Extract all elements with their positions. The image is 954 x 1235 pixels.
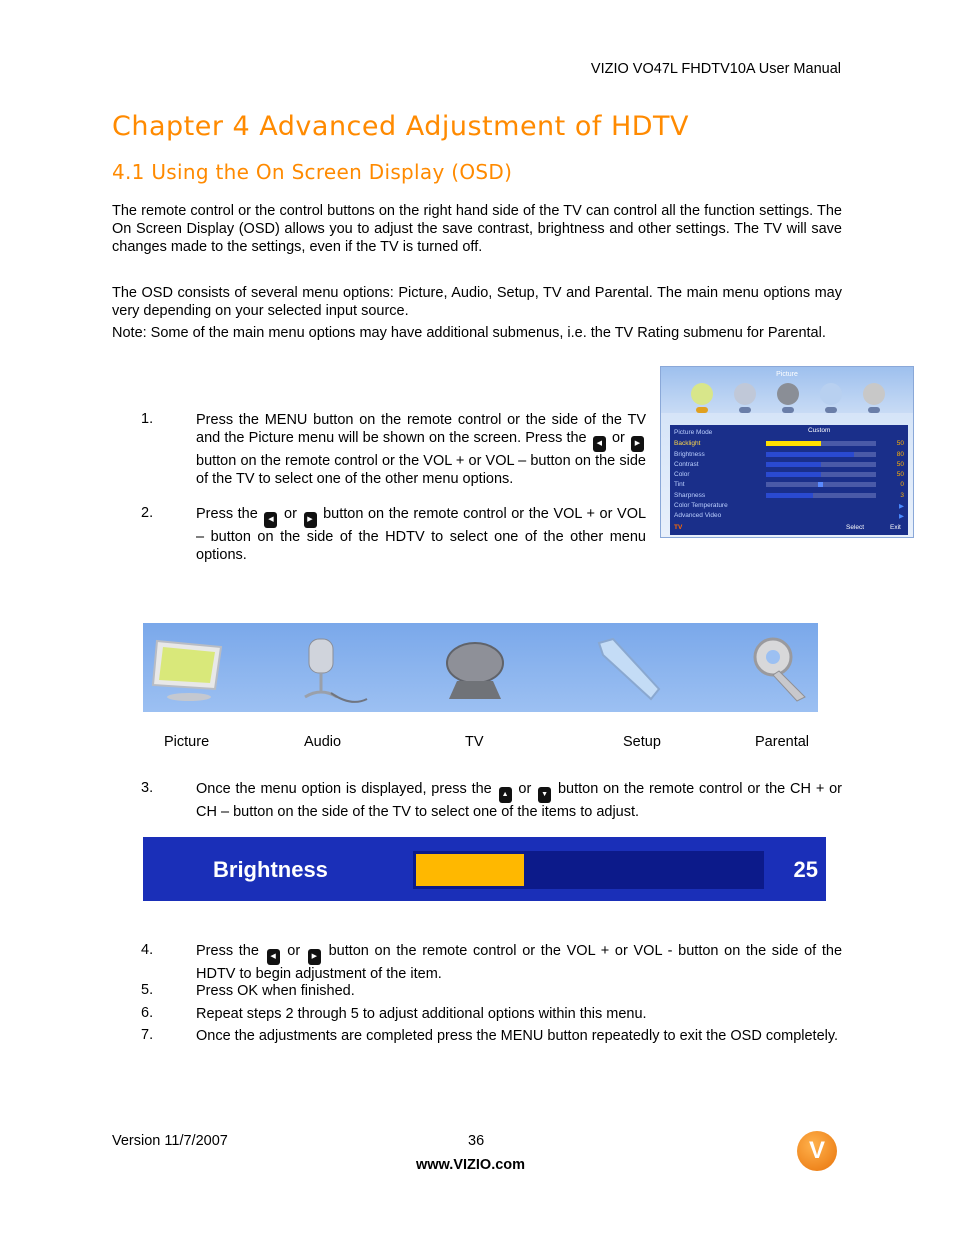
osd-row-value: 50: [896, 440, 904, 447]
osd-footer-exit: Exit: [890, 524, 901, 531]
step-6: Repeat steps 2 through 5 to adjust additional options within this menu.: [196, 1006, 647, 1022]
step-text: or: [284, 506, 297, 522]
right-arrow-icon: ▶: [304, 512, 317, 528]
step-text: button on the remote control or the VOL + or VOL – button on the side of the TV to select one of the other menu options.: [196, 453, 646, 487]
osd-title: Picture: [776, 371, 798, 378]
manual-title: VIZIO VO47L FHDTV10A User Manual: [590, 61, 841, 77]
step-3: [196, 780, 842, 821]
step-text: Once the menu option is displayed, press the: [196, 781, 492, 797]
brightness-label: Brightness: [213, 857, 328, 882]
dot-icon: [739, 407, 751, 413]
osd-row-label: Sharpness: [674, 492, 706, 499]
version-label: Version 11/7/2007: [112, 1133, 228, 1149]
osd-picture-menu-image: [660, 366, 914, 538]
parental-icon: [863, 383, 885, 405]
step-1: [196, 411, 646, 488]
step-number: 4.: [141, 942, 154, 958]
osd-bar-marker: [818, 482, 823, 487]
osd-row-label: Picture Mode: [674, 429, 713, 436]
menu-label-audio: Audio: [304, 734, 342, 750]
brightness-track: [413, 851, 764, 889]
dot-icon: [868, 407, 880, 413]
picture-icon: [149, 633, 229, 703]
section-title: 4.1 Using the On Screen Display (OSD): [112, 160, 513, 184]
menu-label-parental: Parental: [755, 734, 810, 750]
osd-bar-fill: [766, 441, 821, 446]
tv-icon: [437, 633, 517, 703]
page-number: 36: [468, 1133, 485, 1149]
step-text: Press the: [196, 943, 259, 959]
step-number: 6.: [141, 1005, 154, 1021]
step-5: Press OK when finished.: [196, 983, 355, 999]
step-text: or: [287, 943, 301, 959]
osd-mode-value: Custom: [808, 427, 831, 434]
vizio-logo: [797, 1131, 837, 1171]
osd-bar: [766, 493, 876, 498]
selected-dot-icon: [696, 407, 708, 413]
osd-bar-fill: [766, 472, 821, 477]
menu-label-tv: TV: [465, 734, 484, 750]
step-number: 2.: [141, 505, 154, 521]
osd-row-value: 50: [896, 471, 904, 478]
osd-footer-source: TV: [674, 524, 683, 531]
osd-settings-panel: [670, 425, 908, 535]
left-arrow-icon: ◀: [267, 949, 280, 965]
website-link[interactable]: www.VIZIO.com: [416, 1157, 526, 1173]
osd-icon-bar: [661, 367, 913, 413]
logo-letter: V: [808, 1137, 825, 1164]
brightness-adjust-image: [143, 837, 826, 901]
audio-icon: [734, 383, 756, 405]
osd-row-value: 3: [900, 492, 904, 499]
osd-bar: [766, 452, 876, 457]
osd-bar-fill: [766, 493, 813, 498]
osd-footer-select: Select: [846, 524, 865, 531]
osd-row-value: 0: [900, 481, 904, 488]
step-number: 7.: [141, 1027, 154, 1043]
step-number: 3.: [141, 780, 154, 796]
tv-icon: [777, 383, 799, 405]
submenu-arrow-icon: ▶: [899, 513, 904, 520]
paragraph-note: Note: Some of the main menu options may have additional submenus, i.e. the TV Rating submenu for Parental.: [112, 325, 826, 341]
menu-label-picture: Picture: [164, 734, 210, 750]
osd-bar-fill: [766, 452, 854, 457]
step-text: button on the remote control or the VOL + or VOL - button on the side of the HDTV to begin adjustment of the item.: [196, 943, 843, 982]
dot-icon: [825, 407, 837, 413]
osd-bar: [766, 441, 876, 446]
osd-bar: [766, 482, 876, 487]
right-arrow-icon: ▶: [308, 949, 321, 965]
main-menu-icon-strip: [143, 623, 818, 712]
osd-row-label: Color: [674, 471, 690, 478]
left-arrow-icon: ◀: [264, 512, 277, 528]
menu-label-setup: Setup: [623, 734, 661, 750]
osd-row-label: Tint: [674, 481, 685, 488]
step-text: or: [518, 781, 532, 797]
step-number: 5.: [141, 982, 154, 998]
submenu-arrow-icon: ▶: [899, 503, 904, 510]
up-arrow-icon: ▲: [499, 787, 512, 803]
osd-row-value: 50: [896, 461, 904, 468]
chapter-title: Chapter 4 Advanced Adjustment of HDTV: [112, 111, 689, 142]
step-text: Press the MENU button on the remote control or the side of the TV and the Picture menu will be shown on the screen. Press the: [196, 412, 646, 446]
picture-icon: [691, 383, 713, 405]
osd-bar: [766, 462, 876, 467]
step-number: 1.: [141, 411, 154, 427]
osd-row-value: 80: [896, 451, 904, 458]
brightness-fill: [416, 854, 524, 886]
right-arrow-icon: ▶: [631, 436, 644, 452]
osd-bar-fill: [766, 462, 821, 467]
step-text: button on the remote control or the CH + or CH – button on the side of the TV to select one of the items to adjust.: [196, 781, 842, 820]
step-text: Press the: [196, 506, 258, 522]
osd-row-label: Contrast: [674, 461, 699, 468]
step-text: or: [611, 430, 625, 446]
setup-icon: [820, 383, 842, 405]
step-4: [196, 942, 842, 983]
osd-row-label: Color Temperature: [674, 502, 728, 509]
step-7: Once the adjustments are completed press the MENU button repeatedly to exit the OSD completely.: [196, 1028, 839, 1044]
osd-row-label: Backlight: [674, 440, 701, 447]
osd-bar: [766, 472, 876, 477]
dot-icon: [782, 407, 794, 413]
step-2: [196, 505, 646, 564]
brightness-value: 25: [793, 857, 818, 882]
osd-row-label: Brightness: [674, 451, 705, 458]
setup-icon: [589, 633, 669, 703]
parental-icon: [733, 633, 813, 703]
paragraph-osd: The OSD consists of several menu options: Picture, Audio, Setup, TV and Parental. The main menu options may very depending on your selected input source.: [112, 285, 842, 319]
paragraph-intro: The remote control or the control buttons on the right hand side of the TV can control all the function settings. The On Screen Display (OSD) allows you to adjust the save contrast, brightness and other settings. The TV will save changes made to the settings, even if the TV is turned off.: [112, 203, 842, 255]
osd-row-label: Advanced Video: [674, 512, 722, 519]
down-arrow-icon: ▼: [538, 787, 551, 803]
audio-icon: [291, 633, 371, 703]
left-arrow-icon: ◀: [593, 436, 606, 452]
step-text: button on the remote control or the VOL + or VOL – button on the side of the HDTV to select one of the other menu options.: [196, 506, 647, 563]
